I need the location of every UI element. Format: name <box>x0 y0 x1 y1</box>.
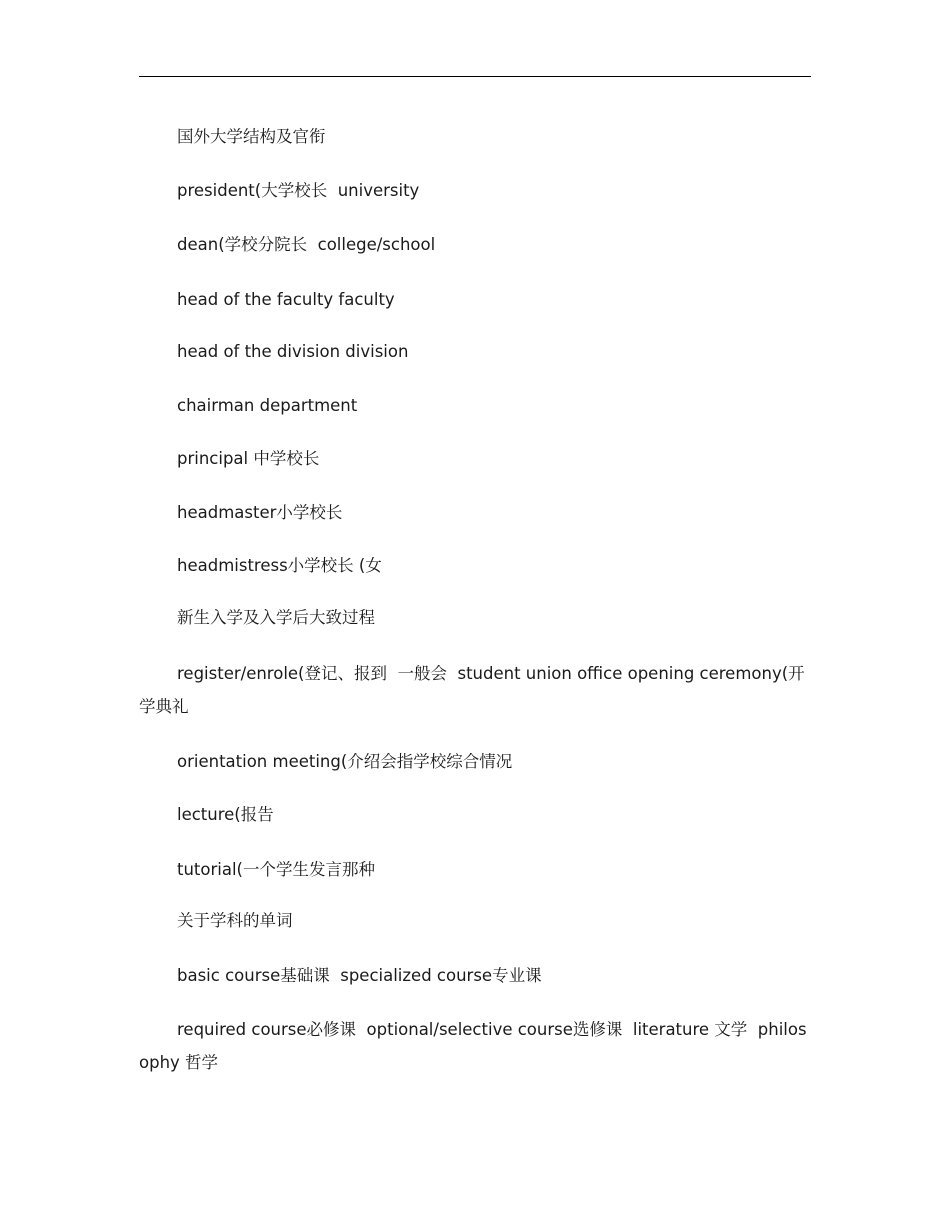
text-line: orientation meeting(介绍会指学校综合情况 <box>177 752 513 771</box>
text-line: head of the faculty faculty <box>177 290 395 309</box>
section-heading-subjects: 关于学科的单词 <box>177 911 293 930</box>
text-line: chairman department <box>177 396 358 415</box>
text-line: president(大学校长 university <box>177 181 420 200</box>
text-line: headmistress小学校长 (女 <box>177 556 382 575</box>
text-line: head of the division division <box>177 342 409 361</box>
section-heading-university-structure: 国外大学结构及官衔 <box>177 127 326 146</box>
text-line: basic course基础课 specialized course专业课 <box>177 966 542 985</box>
text-line: lecture(报告 <box>177 805 274 824</box>
text-line: tutorial(一个学生发言那种 <box>177 860 375 879</box>
text-line: dean(学校分院长 college/school <box>177 235 436 254</box>
text-paragraph: register/enrole(登记、报到 一般会 student union office opening ceremony(开学典礼 <box>139 664 805 716</box>
header-rule <box>139 76 811 77</box>
text-line: principal 中学校长 <box>177 449 320 468</box>
text-line: headmaster小学校长 <box>177 503 343 522</box>
text-paragraph: required course必修课 optional/selective course选修课 literature 文学 philosophy 哲学 <box>139 1020 807 1072</box>
section-heading-enrollment: 新生入学及入学后大致过程 <box>177 608 375 627</box>
